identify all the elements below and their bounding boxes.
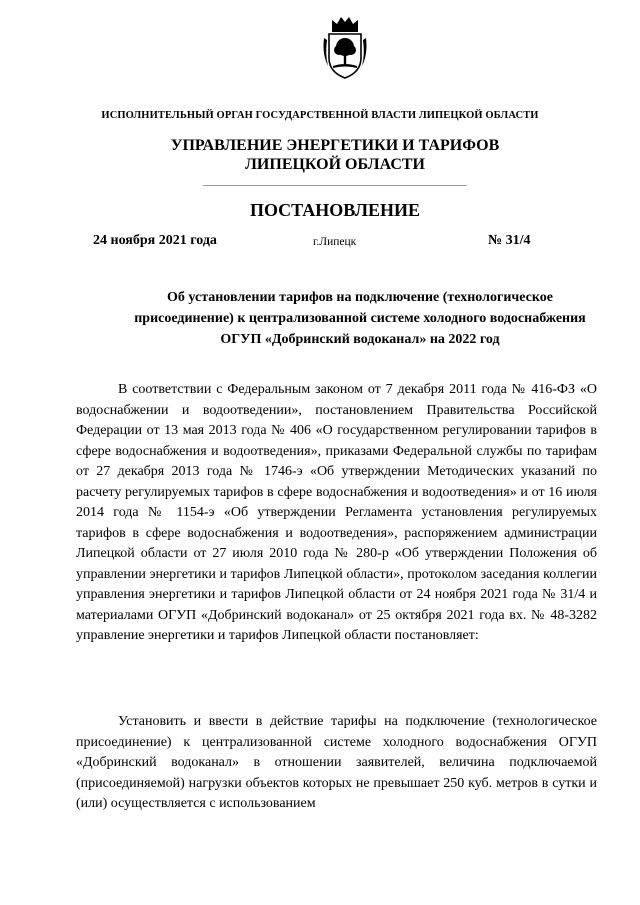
body-paragraph-2: Установить и ввести в действие тарифы на подключение (технологическое присоединение) к централизованной системе холодного водоснабжения ОГУП «Добринский водоканал» в отношении заявителей, величина подключаемой (присоединяемой) нагрузки объектов которых не превышает 250 куб. метров в сутки и (или) осуществляется с использованием bbox=[76, 714, 597, 811]
document-date: 24 ноября 2021 года bbox=[93, 233, 217, 248]
document-title-line-3: ОГУП «Добринский водоканал» на 2022 год bbox=[220, 332, 500, 347]
document-title-line-1: Об установлении тарифов на подключение (технологическое bbox=[167, 290, 553, 305]
document-type: ПОСТАНОВЛЕНИЕ bbox=[249, 200, 421, 220]
document-number: № 31/4 bbox=[488, 233, 531, 248]
coat-of-arms-icon bbox=[322, 14, 368, 80]
header-divider bbox=[203, 185, 467, 186]
document-title bbox=[100, 287, 620, 350]
department-name-line-2: ЛИПЕЦКОЙ ОБЛАСТИ bbox=[245, 156, 425, 173]
issuing-authority: ИСПОЛНИТЕЛЬНЫЙ ОРГАН ГОСУДАРСТВЕННОЙ ВЛАСТИ ЛИПЕЦКОЙ ОБЛАСТИ bbox=[101, 110, 539, 121]
document-title-line-2: присоединение) к централизованной системе холодного водоснабжения bbox=[134, 311, 586, 326]
document-city: г.Липецк bbox=[313, 236, 357, 248]
department-name bbox=[0, 136, 640, 174]
department-name-line-1: УПРАВЛЕНИЕ ЭНЕРГЕТИКИ И ТАРИФОВ bbox=[170, 137, 500, 154]
body-paragraph-1: В соответствии с Федеральным законом от 7 декабря 2011 года № 416-ФЗ «О водоснабжении и водоотведении», постановлением Правительства Российской Федерации от 13 мая 2013 года № 406 «О государственном регулировании тарифов в сфере водоснабжения и водоотведения», приказами Федеральной службы по тарифам от 27 декабря 2013 года № 1746-э «Об утверждении Методических указаний по расчету регулируемых тарифов в сфере водоснабжения и водоотведения» и от 16 июля 2014 года № 1154-э «Об утверждении Регламента установления регулируемых тарифов в сфере водоснабжения и водоотведения», распоряжением администрации Липецкой области от 27 июля 2010 года № 280-р «Об утверждении Положения об управлении энергетики и тарифов Липецкой области», протоколом заседания коллегии управления энергетики и тарифов Липецкой области от 24 ноября 2021 года № 31/4 и материалами ОГУП «Добринский водоканал» от 25 октября 2021 года вх. № 48-3282 управление энергетики и тарифов Липецкой области постановляет: bbox=[76, 382, 597, 643]
